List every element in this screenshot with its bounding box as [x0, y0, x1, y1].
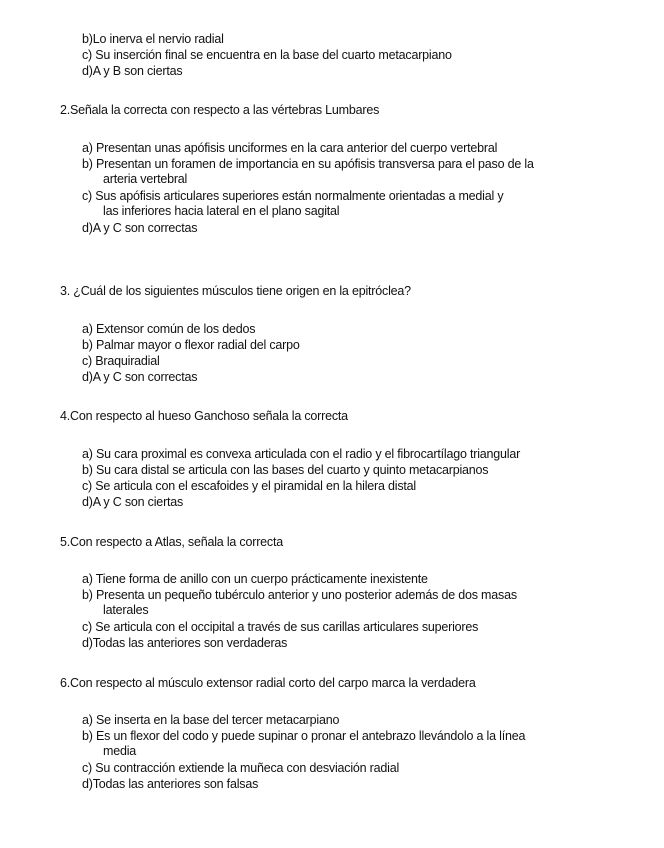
question-2-stem: 2.Señala la correcta con respecto a las vértebras Lumbares — [60, 103, 380, 117]
question-6-option-a: a) Se inserta en la base del tercer metacarpiano — [82, 713, 340, 727]
question-6-option-d: d)Todas las anteriores son falsas — [82, 777, 259, 791]
option-line-2: media — [103, 744, 137, 758]
option-line-1: b) Presentan un foramen de importancia en su apófisis transversa para el paso de la — [82, 157, 534, 171]
option-c-previous: c) Su inserción final se encuentra en la base del cuarto metacarpiano — [82, 48, 452, 62]
question-4-option-b: b) Su cara distal se articula con las bases del cuarto y quinto metacarpianos — [82, 463, 489, 477]
question-5-option-b — [82, 588, 517, 618]
question-3-option-b: b) Palmar mayor o flexor radial del carpo — [82, 338, 300, 352]
question-2-option-a: a) Presentan unas apófisis unciformes en la cara anterior del cuerpo vertebral — [82, 141, 498, 155]
question-2-option-c — [82, 189, 503, 219]
question-5-option-c: c) Se articula con el occipital a través de sus carillas articulares superiores — [82, 620, 479, 634]
option-line-2: las inferiores hacia lateral en el plano sagital — [103, 204, 340, 218]
option-line-1: b) Presenta un pequeño tubérculo anterior y uno posterior además de dos masas — [82, 588, 517, 602]
question-6-stem: 6.Con respecto al músculo extensor radial corto del carpo marca la verdadera — [60, 676, 476, 690]
question-3-option-a: a) Extensor común de los dedos — [82, 322, 256, 336]
question-5-stem: 5.Con respecto a Atlas, señala la correcta — [60, 535, 283, 549]
question-2-option-b — [82, 157, 534, 187]
question-4-option-c: c) Se articula con el escafoides y el piramidal en la hilera distal — [82, 479, 416, 493]
question-5-option-a: a) Tiene forma de anillo con un cuerpo prácticamente inexistente — [82, 572, 428, 586]
question-4-option-a: a) Su cara proximal es convexa articulada con el radio y el fibrocartílago triangular — [82, 447, 521, 461]
question-5-option-d: d)Todas las anteriores son verdaderas — [82, 636, 288, 650]
question-2-option-d: d)A y C son correctas — [82, 221, 198, 235]
question-6-option-c: c) Su contracción extiende la muñeca con desviación radial — [82, 761, 400, 775]
option-b-previous: b)Lo inerva el nervio radial — [82, 32, 224, 46]
option-d-previous: d)A y B son ciertas — [82, 64, 183, 78]
option-line-1: c) Sus apófisis articulares superiores están normalmente orientadas a medial y — [82, 189, 504, 203]
option-line-2: laterales — [103, 603, 149, 617]
option-line-1: b) Es un flexor del codo y puede supinar o pronar el antebrazo llevándolo a la línea — [82, 729, 526, 743]
question-4-stem: 4.Con respecto al hueso Ganchoso señala la correcta — [60, 409, 348, 423]
option-line-2: arteria vertebral — [103, 172, 188, 186]
question-3-option-c: c) Braquiradial — [82, 354, 160, 368]
question-3-option-d: d)A y C son correctas — [82, 370, 198, 384]
question-3-stem: 3. ¿Cuál de los siguientes músculos tiene origen en la epitróclea? — [60, 284, 411, 298]
question-6-option-b — [82, 729, 525, 759]
question-4-option-d: d)A y C son ciertas — [82, 495, 184, 509]
